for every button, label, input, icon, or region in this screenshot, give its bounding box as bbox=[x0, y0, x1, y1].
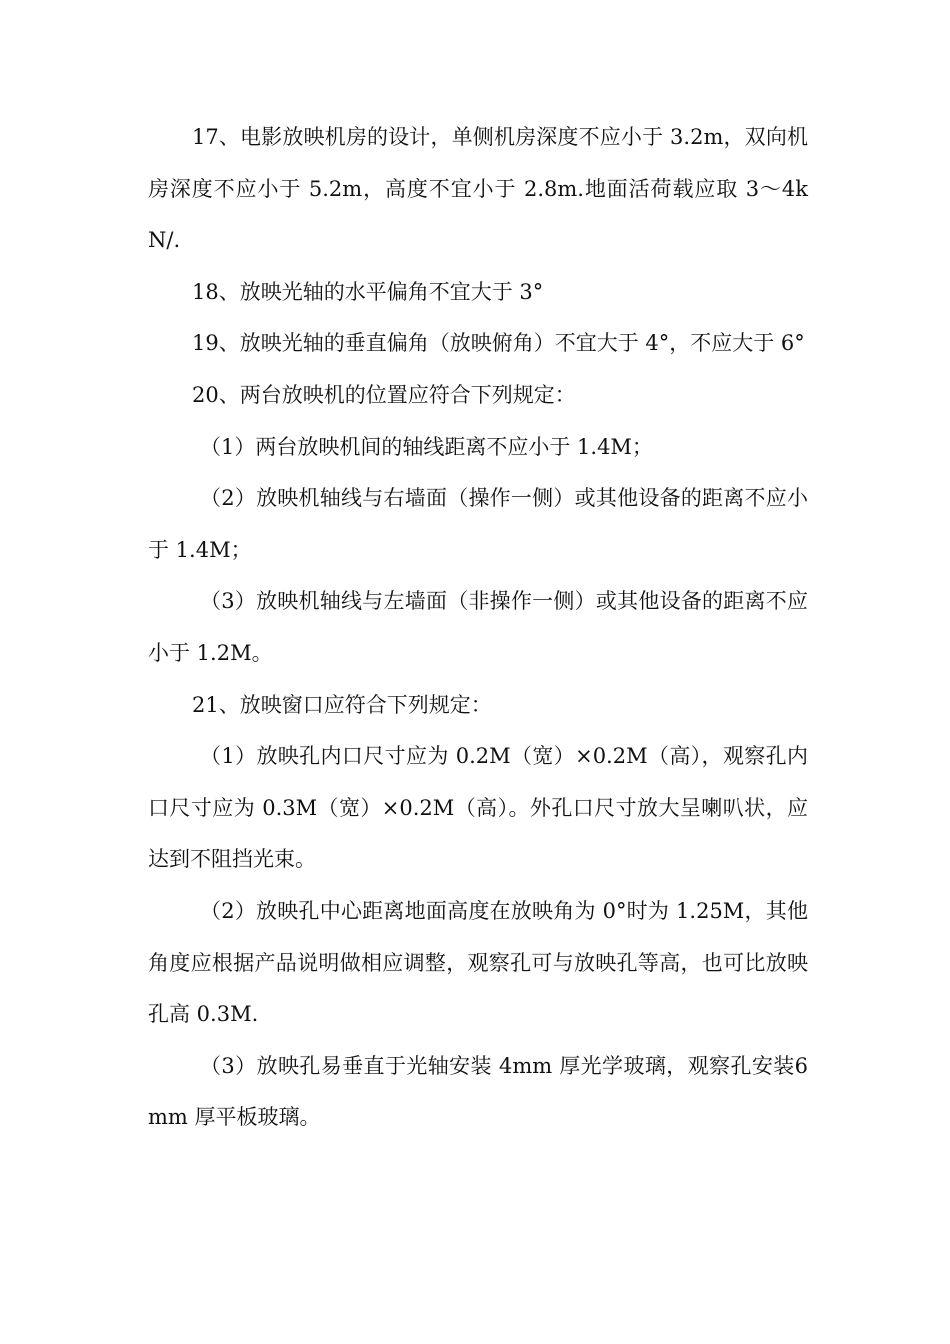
document-body bbox=[148, 112, 808, 1144]
paragraph-21-item-2: （2）放映孔中心距离地面高度在放映角为 0°时为 1.25M，其他角度应根据产品说明做相应调整，观察孔可与放映孔等高，也可比放映孔高 0.3M. bbox=[148, 898, 808, 1027]
paragraph-20-item-3: （3）放映机轴线与左墙面（非操作一侧）或其他设备的距离不应小于 1.2M。 bbox=[148, 589, 808, 665]
paragraph-20-projector-position: 20、两台放映机的位置应符合下列规定： bbox=[192, 382, 576, 407]
paragraph-19-vertical-angle: 19、放映光轴的垂直偏角（放映俯角）不宜大于 4°，不应大于 6° bbox=[192, 331, 805, 356]
paragraph-18-horizontal-angle: 18、放映光轴的水平偏角不宜大于 3° bbox=[192, 279, 544, 304]
paragraph-21-projection-window: 21、放映窗口应符合下列规定： bbox=[192, 692, 492, 717]
paragraph-21-item-3: （3）放映孔易垂直于光轴安装 4mm 厚光学玻璃，观察孔安装6mm 厚平板玻璃。 bbox=[148, 1053, 808, 1130]
paragraph-20-item-1: （1）两台放映机间的轴线距离不应小于 1.4M； bbox=[200, 434, 653, 459]
paragraph-21-item-1: （1）放映孔内口尺寸应为 0.2M（宽）×0.2M（高），观察孔内口尺寸应为 0.3M（宽）×0.2M（高）。外孔口尺寸放大呈喇叭状，应达到不阻挡光束。 bbox=[148, 744, 808, 872]
paragraph-20-item-2: （2）放映机轴线与右墙面（操作一侧）或其他设备的距离不应小于 1.4M； bbox=[148, 486, 808, 562]
paragraph-17-projection-room: 17、电影放映机房的设计，单侧机房深度不应小于 3.2m，双向机房深度不应小于 5.2m，高度不宜小于 2.8m.地面活荷载应取 3～4kN/. bbox=[148, 125, 808, 253]
